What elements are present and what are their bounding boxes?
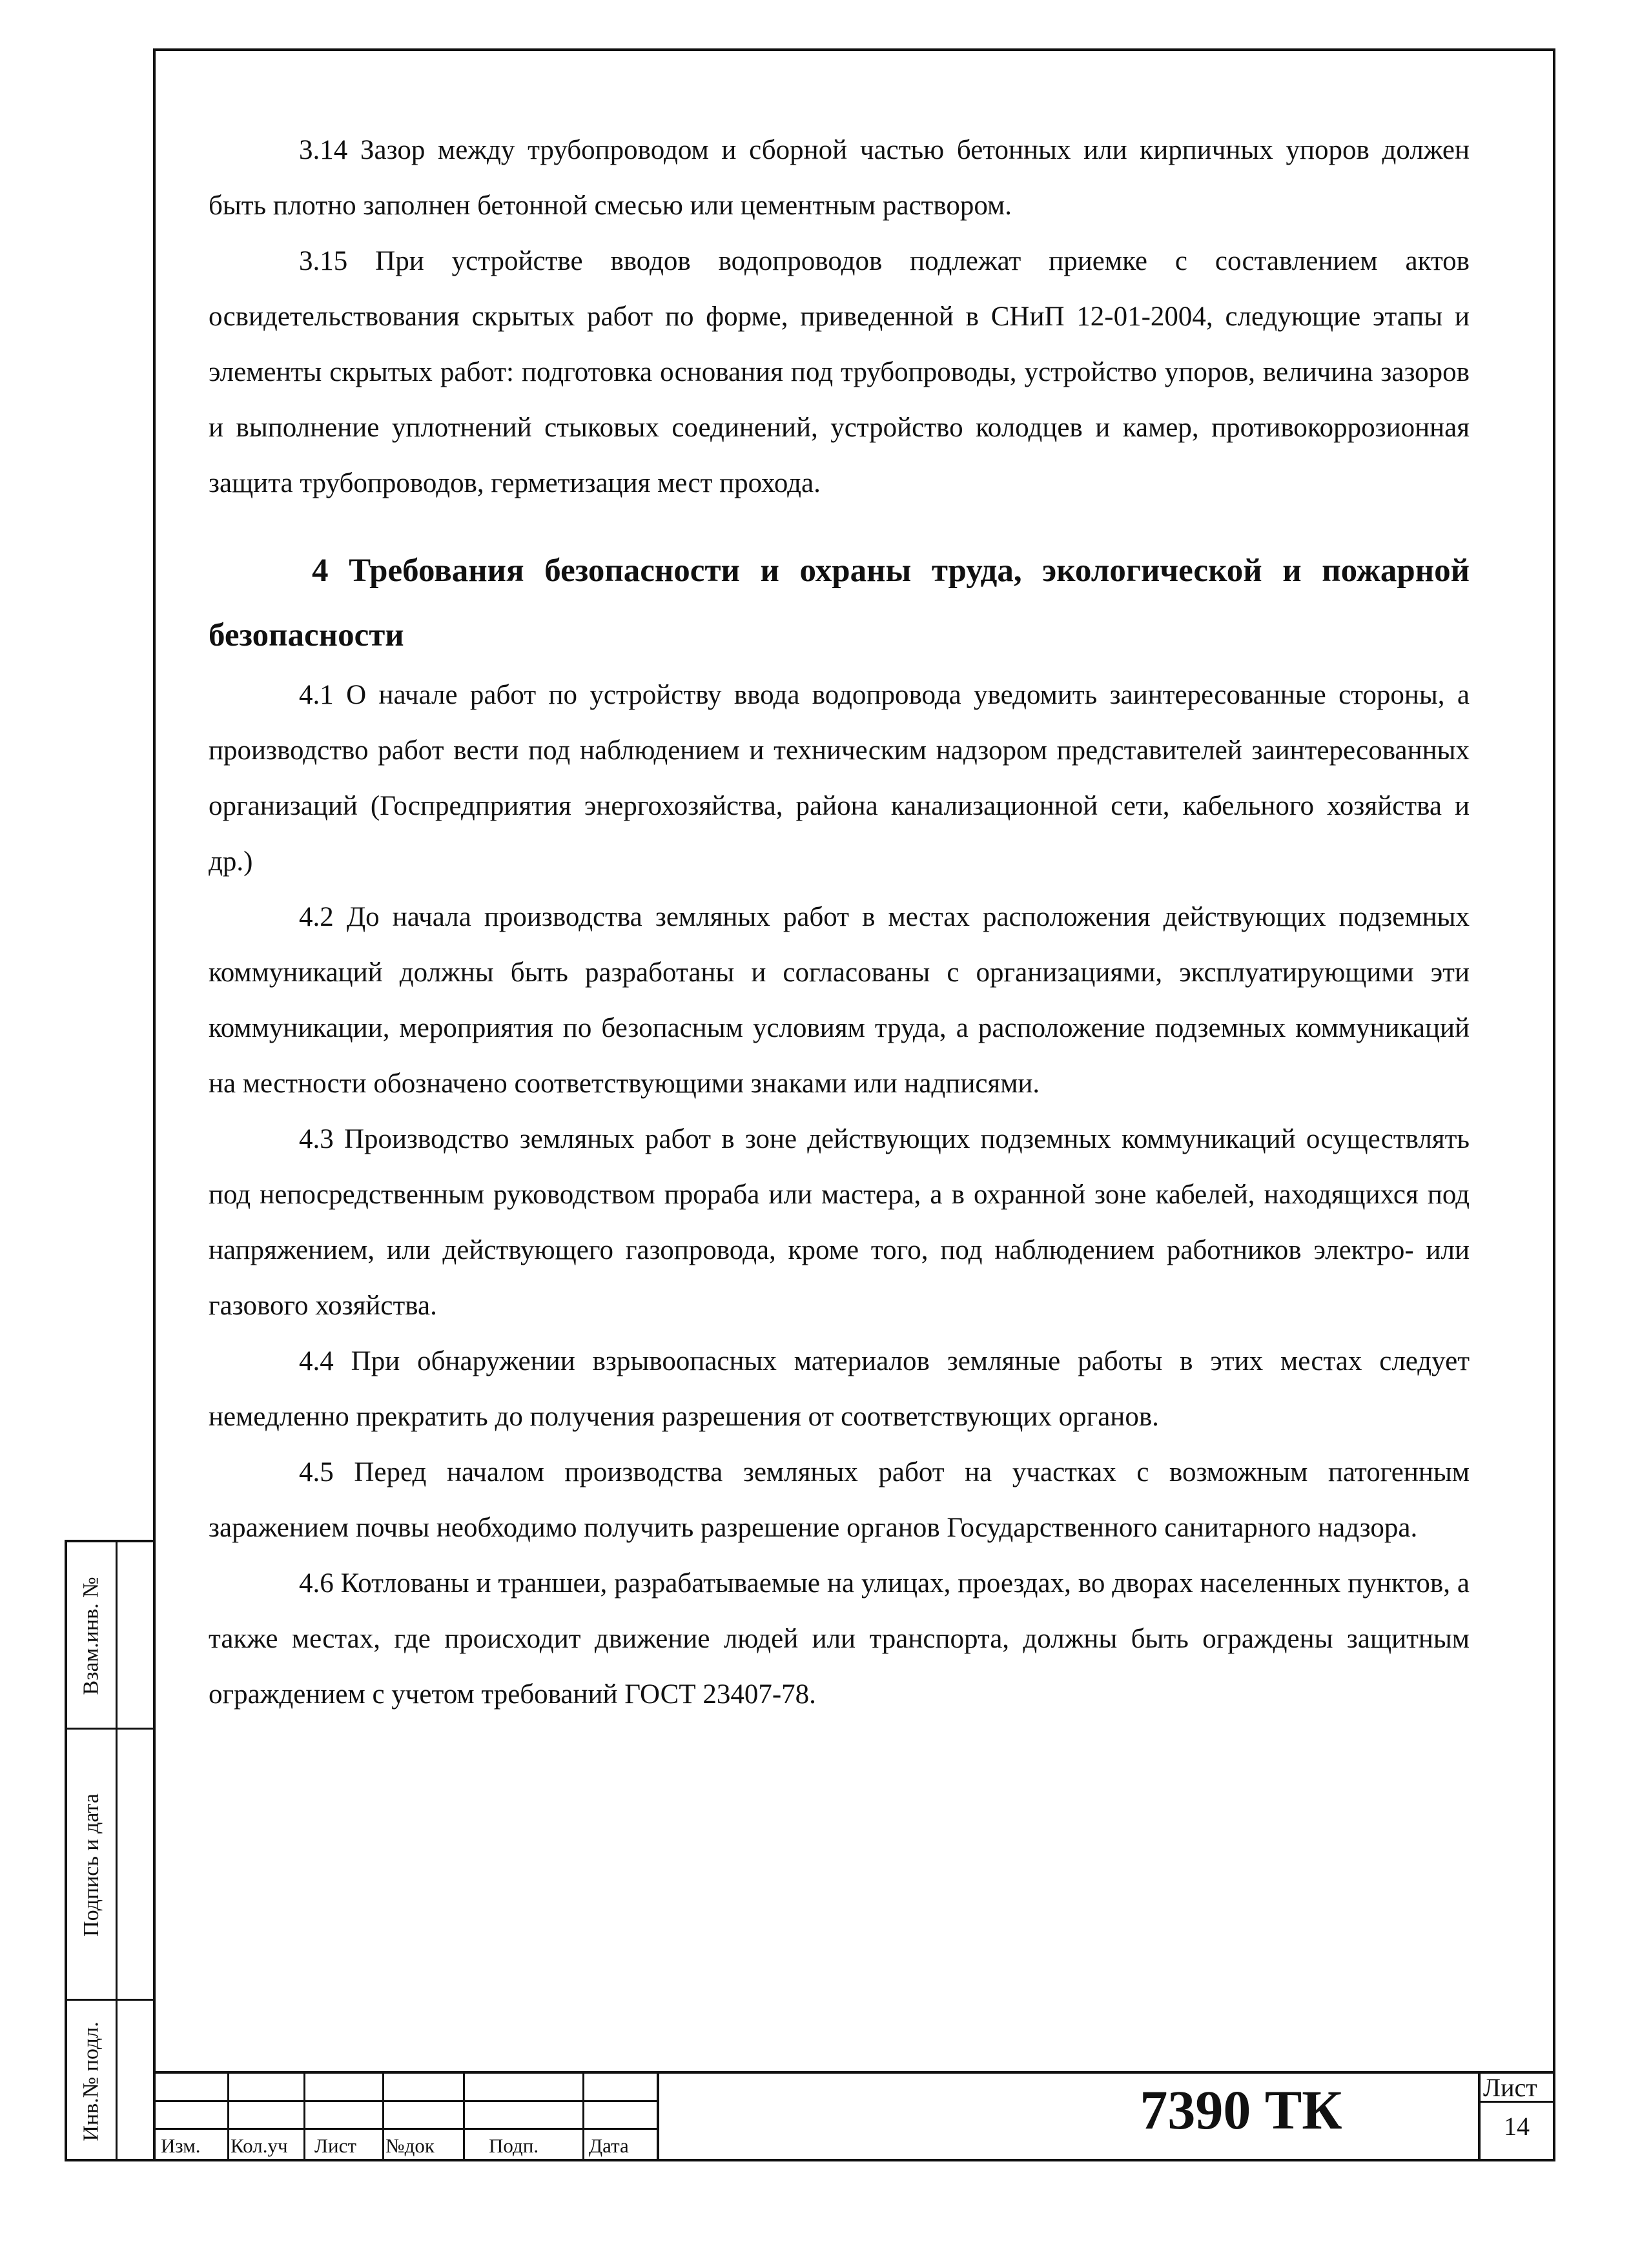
- column-list: Лист: [314, 2134, 356, 2157]
- paragraph-3-14: 3.14 Зазор между трубопроводом и сборной частью бетонных или кирпичных упоров должен быть плотно заполнен бетонной смесью или цементным раствором.: [209, 135, 1470, 221]
- paragraph-3-15: 3.15 При устройстве вводов водопроводов подлежат приемке с составлением актов освидетельствования скрытых работ по форме, приведенной в СНиП 12-01-2004, следующие этапы и элементы скрытых работ: подготовка основания под трубопроводы, устройство упоров, величина зазоров и выполнение уплотнений стыковых соединений, устройство колодцев и камер, противокоррозионная защита трубопроводов, герметизация мест прохода.: [209, 246, 1470, 498]
- side-stamp: [65, 1540, 153, 2161]
- column-kol-uch: Кол.уч: [231, 2134, 288, 2157]
- side-stamp-label-replacement: Взам.инв. №: [79, 1577, 103, 1695]
- section-heading-4: 4 Требования безопасности и охраны труда, экологической и пожарной безопасности: [209, 553, 1470, 653]
- side-stamp-label-signature: Подпись и дата: [79, 1793, 103, 1937]
- title-block: [153, 2071, 1555, 2161]
- title-block-col-line: [463, 2071, 465, 2161]
- sheet-number: 14: [1504, 2112, 1530, 2141]
- column-data: Дата: [589, 2134, 629, 2157]
- column-izm: Изм.: [161, 2134, 201, 2157]
- side-stamp-label-inventory: Инв.№ подл.: [79, 2021, 103, 2141]
- paragraph-4-1: 4.1 О начале работ по устройству ввода водопровода уведомить заинтересованные стороны, а производство работ вести под наблюдением и техническим надзором представителей заинтересованных организаций (Госпредприятия энергохозяйства, района канализационной сети, кабельного хозяйства и др.): [209, 680, 1470, 877]
- document-body: [209, 123, 1470, 1722]
- paragraph-4-6: 4.6 Котлованы и траншеи, разрабатываемые на улицах, проездах, во дворах населенных пунктов, а также местах, где происходит движение людей или транспорта, должны быть ограждены защитным ограждением с учетом требований ГОСТ 23407-78.: [209, 1568, 1470, 1710]
- sheet-label: Лист: [1483, 2073, 1537, 2102]
- column-ndok: №док: [385, 2134, 435, 2157]
- paragraph-4-5: 4.5 Перед началом производства земляных работ на участках с возможным патогенным заражением почвы необходимо получить разрешение органов Государственного санитарного надзора.: [209, 1457, 1470, 1543]
- title-block-border: [153, 2071, 1555, 2074]
- side-stamp-cell: [67, 1542, 116, 1730]
- paragraph-4-2: 4.2 До начала производства земляных работ в местах расположения действующих подземных коммуникаций должны быть разработаны и согласованы с организациями, эксплуатирующими эти коммуникации, мероприятия по безопасным условиям труда, а расположение подземных коммуникаций на местности обозначено соответствующими знаками или надписями.: [209, 902, 1470, 1099]
- title-block-col-line: [582, 2071, 584, 2161]
- column-podp: Подп.: [489, 2134, 539, 2157]
- title-block-col-line: [227, 2071, 229, 2161]
- side-stamp-cell: [67, 2001, 116, 2162]
- side-stamp-cell: [67, 1730, 116, 2001]
- title-block-col-line: [303, 2071, 305, 2161]
- title-block-col-line: [382, 2071, 384, 2161]
- paragraph-4-4: 4.4 При обнаружении взрывоопасных материалов земляные работы в этих местах следует немедленно прекратить до получения разрешения от соответствующих органов.: [209, 1346, 1470, 1432]
- title-block-col-line: [657, 2071, 659, 2161]
- paragraph-4-3: 4.3 Производство земляных работ в зоне действующих подземных коммуникаций осуществлять под непосредственным руководством прораба или мастера, а в охранной зоне кабелей, находящихся под напряжением, или действующего газопровода, кроме того, под наблюдением работников электро- или газового хозяйства.: [209, 1124, 1470, 1321]
- document-code: 7390 ТК: [1140, 2079, 1342, 2141]
